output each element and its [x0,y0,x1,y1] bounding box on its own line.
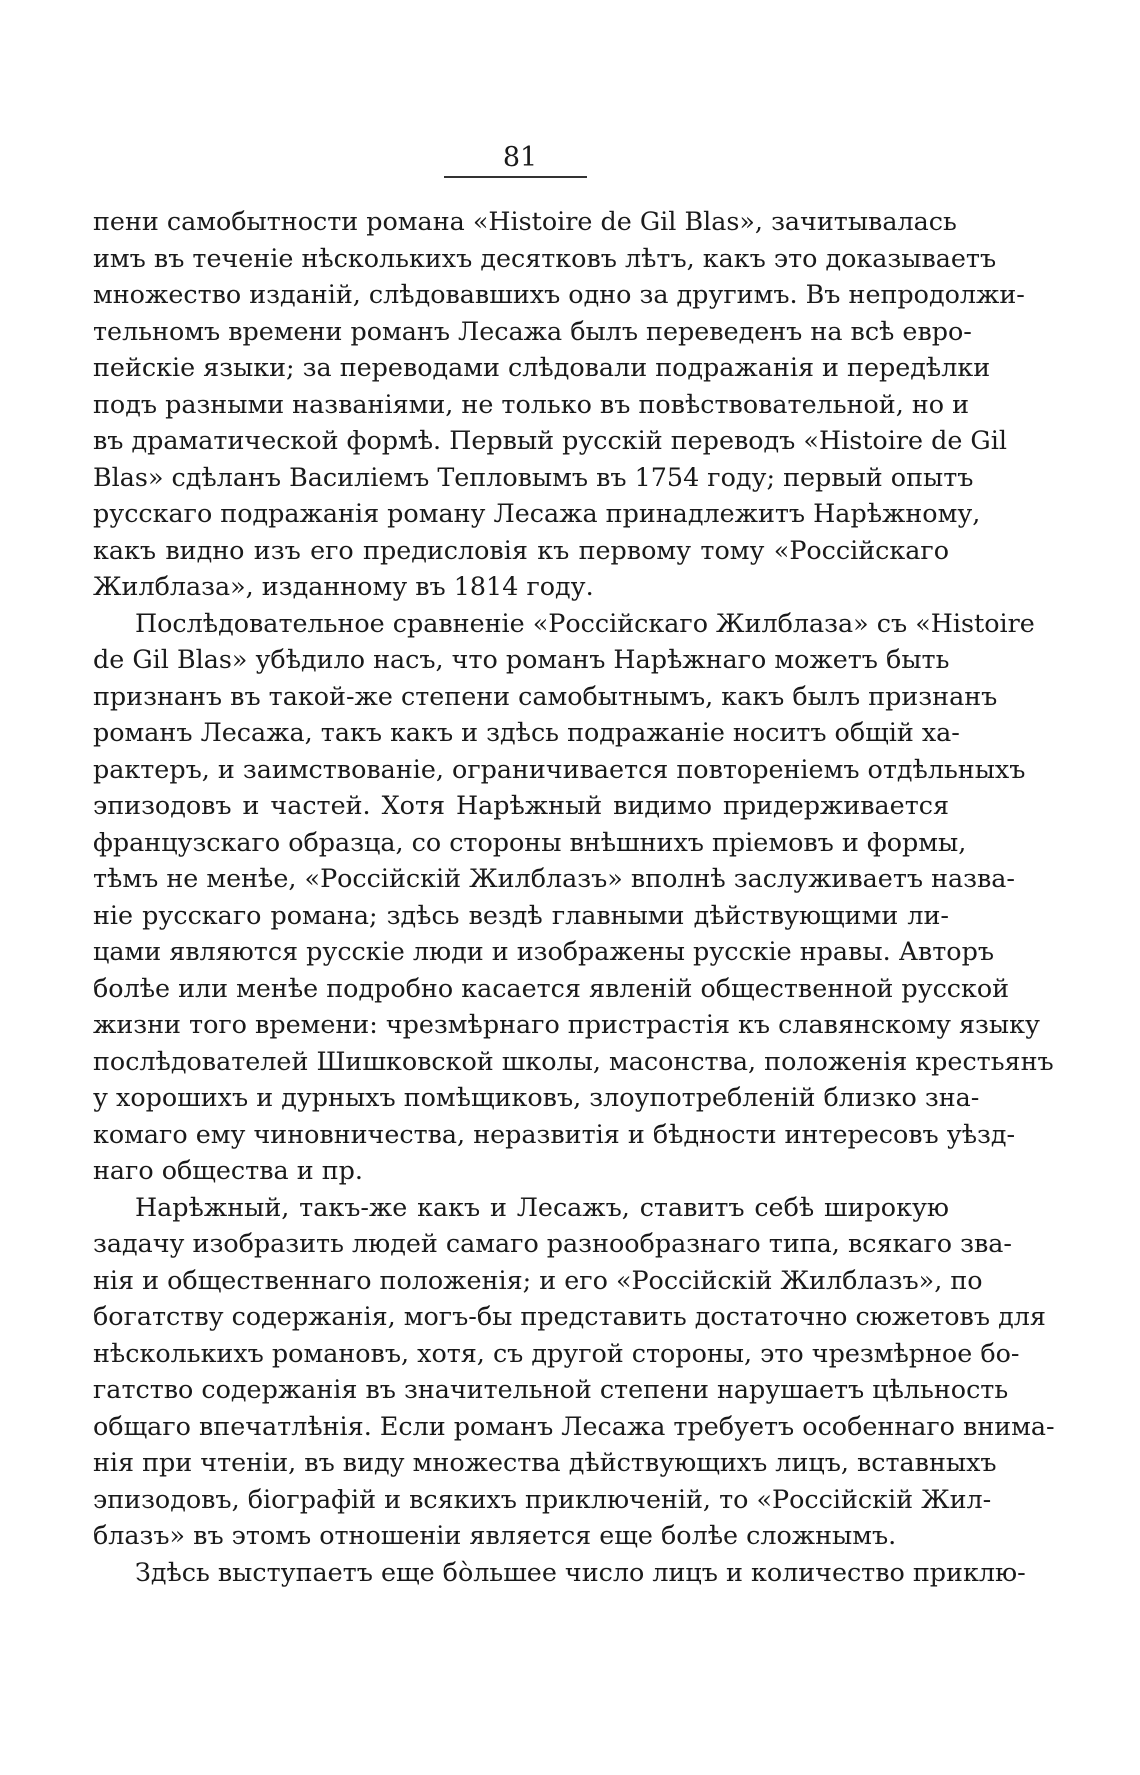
text-line: подъ разными названіями, не только въ повѣствовательной, но и [93,388,970,419]
text-line: множество изданій, слѣдовавшихъ одно за другимъ. Въ непродолжи- [93,279,1025,309]
text-line: французскаго образца, со стороны внѣшнихъ пріемовъ и формы, [93,826,967,857]
text-line: тельномъ времени романъ Лесажа былъ переведенъ на всѣ евро- [93,315,972,346]
text-line: пейскіе языки; за переводами слѣдовали подражанія и передѣлки [93,352,991,382]
text-line: наго общества и пр. [93,1155,363,1185]
text-line: русскаго подражанія роману Лесажа принадлежитъ Нарѣжному, [93,498,981,528]
page-number: 81 [502,142,538,173]
text-line: эпизодовъ и частей. Хотя Нарѣжный видимо придерживается [93,790,949,820]
text-line: тѣмъ не менѣе, «Россійскій Жилблазъ» вполнѣ заслуживаетъ назва- [93,863,1016,893]
text-line: задачу изобразить людей самаго разнообразнаго типа, всякаго зва- [93,1228,1013,1258]
text-line: Жилблаза», изданному въ 1814 году. [93,571,594,601]
text-line: романъ Лесажа, такъ какъ и здѣсь подражаніе носитъ общій ха- [93,717,960,747]
text-line: болѣе или менѣе подробно касается явленій общественной русской [93,972,1010,1003]
text-line: пени самобытности романа «Histoire de Gil Blas», зачитывалась [93,206,957,236]
text-line: Послѣдовательное сравненіе «Россійскаго Жилблаза» съ «Histoire [135,607,1035,638]
text-line: общаго впечатлѣнія. Если романъ Лесажа требуетъ особеннаго внима- [93,1410,1055,1441]
page-number-rule [444,176,587,178]
text-line: ніе русскаго романа; здѣсь вездѣ главными дѣйствующими ли- [93,899,949,930]
text-line: Здѣсь выступаетъ еще бо̀льшее число лицъ и количество приклю- [135,1556,1026,1587]
text-line: у хорошихъ и дурныхъ помѣщиковъ, злоупотребленій близко зна- [93,1082,980,1112]
text-line: Blas» сдѣланъ Василіемъ Тепловымъ въ 1754 году; первый опытъ [93,461,974,492]
text-line: эпизодовъ, біографій и всякихъ приключеній, то «Россійскій Жил- [93,1483,992,1514]
text-line: имъ въ теченіе нѣсколькихъ десятковъ лѣтъ, какъ это доказываетъ [93,242,997,273]
text-line: нія при чтеніи, въ виду множества дѣйствующихъ лицъ, вставныхъ [93,1447,997,1477]
text-line: нѣсколькихъ романовъ, хотя, съ другой стороны, это чрезмѣрное бо- [93,1337,1020,1368]
text-line: какъ видно изъ его предисловія къ первому тому «Россійскаго [93,534,949,565]
text-line: Нарѣжный, такъ-же какъ и Лесажъ, ставитъ себѣ широкую [135,1191,949,1222]
text-line: блазъ» въ этомъ отношеніи является еще болѣе сложнымъ. [93,1520,897,1550]
text-line: жизни того времени: чрезмѣрнаго пристрастія къ славянскому языку [93,1009,1040,1039]
text-line: нія и общественнаго положенія; и его «Россійскій Жилблазъ», по [93,1264,983,1295]
text-line: богатству содержанія, могъ-бы представить достаточно сюжетовъ для [93,1301,1046,1331]
text-line: рактеръ, и заимствованіе, ограничивается повтореніемъ отдѣльныхъ [93,753,1026,784]
body-text [93,203,1055,1590]
text-line: гатство содержанія въ значительной степени нарушаетъ цѣльность [93,1374,1009,1404]
text-line: de Gil Blas» убѣдило насъ, что романъ Нарѣжнаго можетъ быть [93,644,950,674]
text-line: послѣдователей Шишковской школы, масонства, положенія крестьянъ [93,1045,1054,1076]
text-line: въ драматической формѣ. Первый русскій переводъ «Histoire de Gil [93,425,1007,455]
text-line: цами являются русскіе люди и изображены русскіе нравы. Авторъ [93,936,994,966]
text-line: комаго ему чиновничества, неразвитія и бѣдности интересовъ уѣзд- [93,1118,1016,1149]
text-line: признанъ въ такой-же степени самобытнымъ, какъ былъ признанъ [93,680,998,711]
